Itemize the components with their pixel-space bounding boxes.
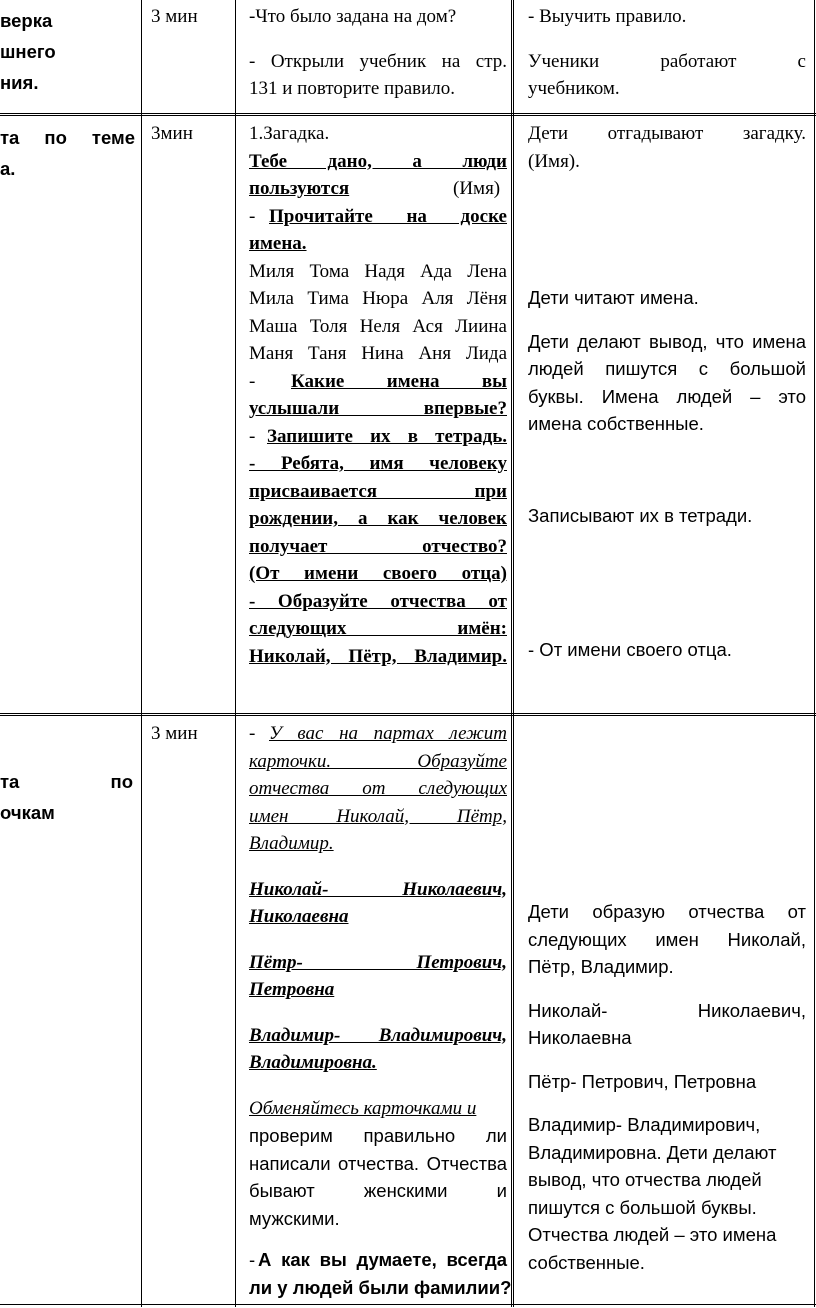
students-cell	[528, 120, 806, 175]
names-line: Маня Таня Нина Аня Лида	[249, 343, 507, 364]
answer-text: Владимир- Владимирович,	[249, 1024, 507, 1046]
task-text: Обменяйтесь карточками и	[249, 1097, 477, 1119]
students-text: людей пишутся с большой	[528, 358, 806, 379]
stage-cell	[0, 122, 135, 184]
students-cell	[528, 3, 806, 103]
students-cell	[528, 284, 806, 438]
students-text: - От имени своего отца.	[528, 639, 732, 660]
task-text: отчества от следующих	[249, 778, 507, 799]
stage-text: та по	[0, 771, 133, 792]
riddle-text: пользуются	[249, 178, 350, 199]
students-text: вывод, что отчества людей	[528, 1169, 762, 1190]
time-cell	[151, 720, 198, 748]
teacher-text: -Что было задана на дом?	[249, 6, 457, 27]
stage-text: очкам	[0, 802, 55, 823]
question-line	[249, 368, 507, 396]
stage-text: а.	[0, 158, 16, 179]
names-line: Маша Толя Неля Ася Лиина	[249, 315, 507, 337]
teacher-text: 1.Загадка.	[249, 123, 330, 144]
question-line	[249, 1246, 507, 1274]
stage-text: шнего	[0, 41, 56, 62]
students-text: Дети отгадывают загадку.	[528, 123, 806, 144]
students-text: следующих имен Николай,	[528, 928, 806, 950]
teacher-text: проверим правильно ли	[249, 1125, 507, 1146]
students-text: Отчества людей – это имена	[528, 1224, 777, 1245]
teacher-cell	[249, 120, 507, 670]
stage-text: ния.	[0, 72, 39, 93]
task-text: У вас на партах лежит	[269, 723, 507, 744]
question-text: ли у людей были фамилии?	[249, 1276, 512, 1298]
teacher-text: написали отчества. Отчества	[249, 1152, 507, 1174]
stage-cell	[0, 5, 140, 98]
question-text: следующих имён:	[249, 618, 507, 639]
students-text: Дети читают имена.	[528, 287, 699, 308]
stage-text: верка	[0, 10, 53, 31]
question-text: получает отчество?	[249, 535, 507, 557]
students-cell	[528, 636, 806, 664]
teacher-cell	[249, 720, 512, 1301]
riddle-text: Тебе дано, а люди	[249, 150, 507, 172]
instruction-line	[249, 423, 507, 451]
dash: -	[249, 1249, 256, 1270]
students-text: (Имя).	[528, 150, 580, 172]
answer-text: Николаевна	[249, 906, 349, 927]
students-text: Владимир- Владимирович,	[528, 1114, 761, 1135]
teacher-text: 131 и повторите правило.	[249, 78, 456, 99]
students-cell	[528, 898, 806, 1276]
task-line	[249, 720, 507, 748]
students-text: буквы. Имена людей – это	[528, 385, 806, 407]
students-text: Николаевна	[528, 1027, 632, 1048]
students-text: Пётр, Владимир.	[528, 956, 674, 977]
students-text: собственные.	[528, 1251, 645, 1273]
dash: -	[249, 425, 256, 447]
instruction-line	[249, 203, 507, 231]
stage-text: та по теме	[0, 127, 135, 148]
stage-cell	[0, 766, 133, 828]
instruction-text: имена.	[249, 233, 307, 254]
students-text: Дети образую отчества от	[528, 901, 806, 922]
students-text: Владимировна. Дети делают	[528, 1141, 777, 1163]
students-text: учебником.	[528, 78, 620, 99]
question-text: - Образуйте отчества от	[249, 590, 507, 612]
task-text: Владимир.	[249, 833, 334, 854]
students-text: Пётр- Петрович, Петровна	[528, 1070, 757, 1092]
dash: -	[249, 370, 256, 392]
time-text: 3 мин	[151, 723, 198, 744]
riddle-answer: (Имя)	[453, 178, 501, 199]
question-text: услышали впервые?	[249, 398, 507, 419]
column-divider	[814, 0, 815, 1307]
row-divider	[0, 1304, 816, 1305]
row-divider	[0, 713, 816, 716]
teacher-text: - Открыли учебник на стр.	[249, 50, 507, 72]
task-text: имен Николай, Пётр,	[249, 805, 507, 827]
students-text: пишутся с большой буквы.	[528, 1196, 757, 1218]
names-line: Мила Тима Нюра Аля Лёня	[249, 288, 507, 309]
question-text: А как вы думаете, всегда	[258, 1249, 507, 1270]
column-divider	[511, 0, 514, 1307]
column-divider	[235, 0, 236, 1307]
question-text: присваивается при	[249, 480, 507, 502]
task-text: карточки. Образуйте	[249, 750, 507, 772]
row-divider	[0, 113, 816, 116]
time-text: 3 мин	[151, 6, 198, 27]
dash: -	[249, 205, 256, 227]
students-text: Ученики работают с	[528, 50, 806, 72]
students-text: - Выучить правило.	[528, 6, 687, 27]
question-text: (От имени своего отца)	[249, 563, 507, 584]
time-cell	[151, 3, 198, 31]
students-text: Николай- Николаевич,	[528, 999, 806, 1021]
riddle-line	[249, 175, 507, 203]
teacher-text: бывают женскими и	[249, 1180, 507, 1201]
students-text: имена собственные.	[528, 413, 704, 434]
question-text: Какие имена вы	[291, 370, 507, 392]
question-text: Николай, Пётр, Владимир.	[249, 645, 507, 667]
answer-text: Николай- Николаевич,	[249, 878, 507, 900]
instruction-text: Запишите их в тетрадь.	[267, 425, 507, 447]
question-text: - Ребята, имя человеку	[249, 453, 507, 474]
students-cell	[528, 502, 806, 530]
time-text: 3мин	[151, 123, 193, 144]
column-divider	[141, 0, 142, 1307]
teacher-text: мужскими.	[249, 1207, 340, 1229]
answer-text: Пётр- Петрович,	[249, 951, 507, 973]
students-text: Дети делают вывод, что имена	[528, 330, 806, 352]
answer-text: Петровна	[249, 979, 335, 1000]
students-text: Записывают их в тетради.	[528, 505, 753, 526]
question-text: рождении, а как человек	[249, 508, 507, 529]
time-cell	[151, 120, 193, 148]
names-line: Миля Тома Надя Ада Лена	[249, 260, 507, 282]
instruction-text: Прочитайте на доске	[269, 205, 507, 227]
teacher-cell	[249, 3, 507, 103]
dash: -	[249, 723, 256, 744]
answer-text: Владимировна.	[249, 1052, 377, 1073]
